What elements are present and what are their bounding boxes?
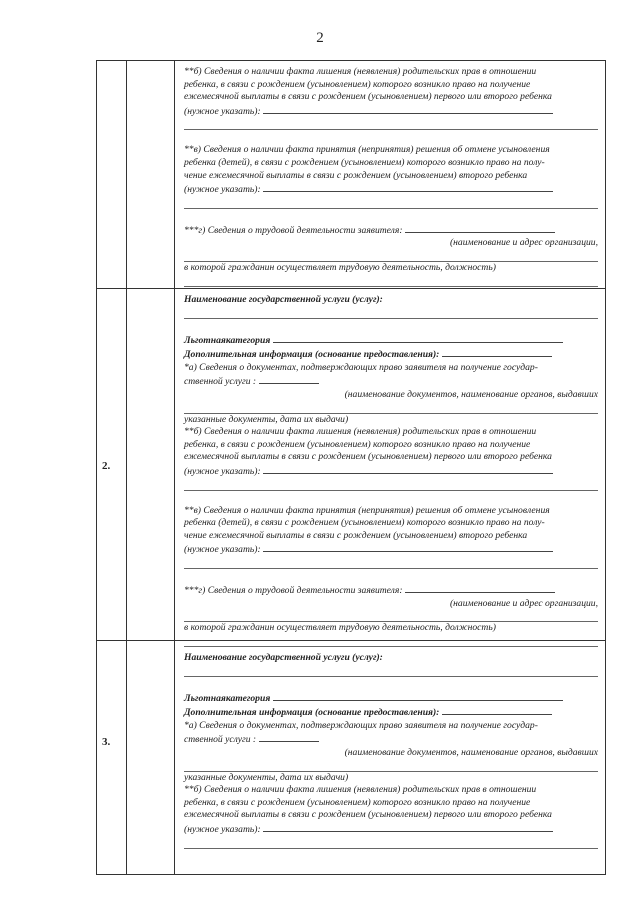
item-b-line: ежемесячной выплаты в связи с рождением (усыновлением) первого или второго ребенка — [184, 451, 552, 463]
row-2-content — [184, 294, 598, 647]
item-g-hint: в которой гражданин осуществляет трудовую деятельность, должность) — [184, 261, 496, 273]
item-b-line: ежемесячной выплаты в связи с рождением (усыновлением) первого или второго ребенка — [184, 91, 552, 103]
item-b-line: (нужное указать): — [184, 104, 598, 119]
item-a-hint: (наименование документов, наименование органов, выдавших — [344, 388, 598, 400]
item-g-hint: (наименование и адрес организации, — [449, 237, 598, 249]
service-title: Наименование государственной услуги (услуг): — [184, 294, 383, 305]
table-border-left — [96, 60, 97, 875]
category-label: Льготнаякатегория — [184, 333, 598, 348]
item-a-line: *а) Сведения о документах, подтверждающих право заявителя на получение государ- — [184, 361, 538, 373]
table-border-bottom — [96, 874, 606, 875]
item-v-line: **в) Сведения о наличии факта принятия (непринятия) решения об отмене усыновления — [184, 504, 550, 516]
fill-line — [184, 837, 598, 849]
fill-line — [184, 635, 598, 647]
fill-line — [184, 307, 598, 319]
item-a-hint: (наименование документов, наименование органов, выдавших — [344, 746, 598, 758]
fill-line — [184, 610, 598, 622]
row-3-content — [184, 652, 598, 849]
fill-line — [184, 479, 598, 491]
fill-line — [184, 665, 598, 677]
category-label: Льготнаякатегория — [184, 691, 598, 706]
item-v-line: ребенка (детей), в связи с рождением (усыновлением) которого возникло право на полу- — [184, 156, 545, 168]
fill-line — [184, 557, 598, 569]
item-a-hint: указанные документы, дата их выдачи) — [184, 771, 349, 783]
item-b-line: **б) Сведения о наличии факта лишения (неявления) родительских прав в отношении — [184, 426, 537, 438]
item-a-line: *а) Сведения о документах, подтверждающих право заявителя на получение государ- — [184, 719, 538, 731]
row-1-content — [184, 66, 598, 287]
item-g-line: ***г) Сведения о трудовой деятельности заявителя: — [184, 583, 598, 598]
row-divider — [96, 288, 606, 289]
item-a-line: ственной услуги : — [184, 374, 598, 389]
service-title: Наименование государственной услуги (услуг): — [184, 652, 383, 663]
item-b-line: ежемесячной выплаты в связи с рождением (усыновлением) первого или второго ребенка — [184, 809, 552, 821]
item-b-line: ребенка, в связи с рождением (усыновлением) которого возникло право на получение — [184, 78, 531, 90]
item-b-line: ребенка, в связи с рождением (усыновлением) которого возникло право на получение — [184, 438, 531, 450]
item-v-line: **в) Сведения о наличии факта принятия (непринятия) решения об отмене усыновления — [184, 144, 550, 156]
page-number: 2 — [316, 30, 324, 46]
item-a-line: ственной услуги : — [184, 732, 598, 747]
item-g-hint: (наименование и адрес организации, — [449, 597, 598, 609]
fill-line — [184, 275, 598, 287]
item-b-line: **б) Сведения о наличии факта лишения (неявления) родительских прав в отношении — [184, 784, 537, 796]
table-column-divider — [126, 60, 127, 875]
item-b-line: **б) Сведения о наличии факта лишения (неявления) родительских прав в отношении — [184, 66, 537, 77]
additional-info-label: Дополнительная информация (основание предоставления): — [184, 347, 598, 362]
item-b-line: ребенка, в связи с рождением (усыновлением) которого возникло право на получение — [184, 796, 531, 808]
item-v-line: (нужное указать): — [184, 182, 598, 197]
item-v-line: чение ежемесячной выплаты в связи с рождением (усыновлением) второго ребенка — [184, 529, 528, 541]
fill-line — [184, 250, 598, 262]
item-v-line: чение ежемесячной выплаты в связи с рождением (усыновлением) второго ребенка — [184, 169, 528, 181]
item-g-line: ***г) Сведения о трудовой деятельности заявителя: — [184, 223, 598, 238]
item-g-hint: в которой гражданин осуществляет трудовую деятельность, должность) — [184, 622, 496, 634]
row-number-3: 3. — [102, 736, 111, 748]
item-v-line: ребенка (детей), в связи с рождением (усыновлением) которого возникло право на полу- — [184, 517, 545, 529]
fill-line — [184, 197, 598, 209]
row-number-2: 2. — [102, 460, 111, 472]
table-border-right — [605, 60, 606, 875]
table-border-top — [96, 60, 606, 61]
item-a-hint: указанные документы, дата их выдачи) — [184, 413, 349, 425]
item-v-line: (нужное указать): — [184, 542, 598, 557]
additional-info-label: Дополнительная информация (основание предоставления): — [184, 705, 598, 720]
table-column-divider — [174, 60, 175, 875]
item-b-line: (нужное указать): — [184, 822, 598, 837]
item-b-line: (нужное указать): — [184, 464, 598, 479]
services-table — [96, 60, 606, 875]
fill-line — [184, 760, 598, 772]
fill-line — [184, 402, 598, 414]
fill-line — [184, 118, 598, 130]
